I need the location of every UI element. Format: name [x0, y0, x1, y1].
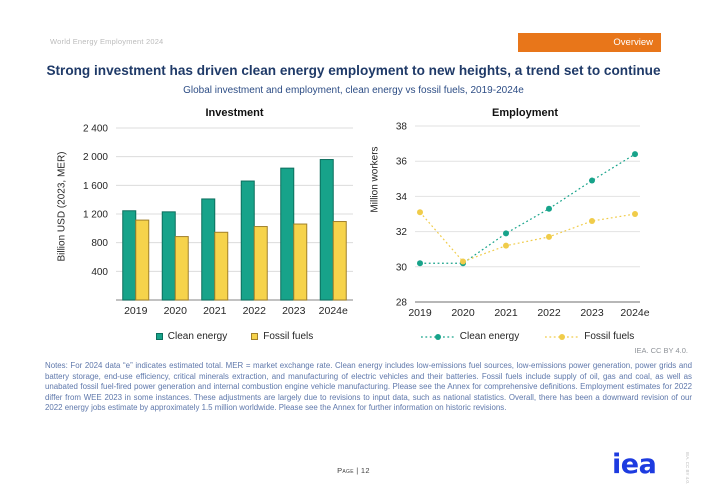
employment-legend — [395, 331, 660, 342]
x-tick-label: 2020 — [163, 305, 187, 317]
bar-clean-energy-2024e — [320, 160, 333, 300]
y-tick-label: 1 600 — [82, 180, 108, 192]
point-clean-energy-2019 — [417, 260, 423, 266]
bar-clean-energy-2022 — [241, 181, 254, 300]
legend-label: Fossil fuels — [263, 331, 314, 342]
x-tick-label: 2022 — [242, 305, 266, 317]
bar-fossil-fuels-2023 — [294, 224, 307, 300]
page-title: Strong investment has driven clean energy employment to new heights, a trend set to continue — [46, 63, 661, 78]
legend-line-marker-fossil-fuels — [545, 333, 579, 341]
investment-legend — [116, 331, 353, 342]
y-tick-label: 32 — [395, 227, 407, 239]
point-clean-energy-2022 — [546, 206, 552, 212]
y-tick-label: 1 200 — [82, 209, 108, 221]
x-tick-label: 2021 — [494, 307, 518, 318]
page-number: Page | 12 — [337, 466, 370, 475]
bar-clean-energy-2019 — [123, 211, 136, 300]
x-tick-label: 2019 — [408, 307, 432, 318]
x-tick-label: 2024e — [620, 307, 650, 318]
x-tick-label: 2022 — [537, 307, 561, 318]
employment-chart-title: Employment — [491, 107, 558, 119]
point-fossil-fuels-2019 — [417, 209, 423, 215]
point-clean-energy-2021 — [503, 230, 509, 236]
legend-label: Fossil fuels — [584, 331, 635, 342]
legend-line-marker-clean-energy — [421, 333, 455, 341]
legend-item-fossil-fuels — [251, 331, 313, 342]
point-clean-energy-2024e — [632, 151, 638, 157]
bar-fossil-fuels-2024e — [333, 222, 346, 300]
x-tick-label: 2023 — [580, 307, 604, 318]
legend-label: Clean energy — [459, 331, 520, 342]
bar-fossil-fuels-2022 — [254, 227, 267, 300]
y-tick-label: 36 — [395, 156, 407, 168]
x-tick-label: 2019 — [124, 305, 148, 317]
y-tick-label: 34 — [395, 191, 407, 203]
overview-banner — [518, 33, 661, 52]
legend-swatch-fossil-fuels — [251, 333, 258, 340]
license-attribution: IEA. CC BY 4.0. — [634, 346, 688, 355]
x-tick-label: 2024e — [318, 305, 348, 317]
point-fossil-fuels-2023 — [589, 218, 595, 224]
employment-y-axis-label: Million workers — [369, 146, 381, 213]
bar-clean-energy-2021 — [202, 199, 215, 300]
y-tick-label: 2 000 — [82, 152, 108, 164]
line-fossil-fuels — [420, 212, 635, 261]
point-fossil-fuels-2024e — [632, 211, 638, 217]
legend-item-fossil-fuels — [545, 331, 634, 342]
y-tick-label: 28 — [395, 297, 407, 309]
x-tick-label: 2020 — [451, 307, 475, 318]
legend-swatch-clean-energy — [156, 333, 163, 340]
point-clean-energy-2023 — [589, 178, 595, 184]
overview-banner-label: Overview — [613, 37, 653, 48]
bar-fossil-fuels-2020 — [175, 237, 188, 300]
legend-item-clean-energy — [156, 331, 227, 342]
bar-clean-energy-2023 — [281, 168, 294, 300]
legend-item-clean-energy — [421, 331, 519, 342]
x-tick-label: 2021 — [203, 305, 227, 317]
point-fossil-fuels-2021 — [503, 243, 509, 249]
line-clean-energy — [420, 154, 635, 263]
vertical-credit-text: IEA. CC BY 4.0. — [685, 452, 690, 485]
y-tick-label: 38 — [395, 121, 407, 133]
investment-y-axis-label: Billion USD (2023, MER) — [56, 151, 68, 262]
bar-fossil-fuels-2019 — [136, 220, 149, 300]
investment-bar-chart — [38, 118, 358, 318]
employment-line-chart — [375, 118, 675, 318]
y-tick-label: 30 — [395, 262, 407, 274]
y-tick-label: 400 — [91, 266, 108, 278]
point-fossil-fuels-2020 — [460, 259, 466, 265]
y-tick-label: 2 400 — [82, 123, 108, 135]
bar-clean-energy-2020 — [162, 212, 175, 300]
report-title: World Energy Employment 2024 — [50, 37, 164, 46]
iea-logo: iea — [612, 449, 657, 480]
point-fossil-fuels-2022 — [546, 234, 552, 240]
x-tick-label: 2023 — [282, 305, 306, 317]
investment-chart-title: Investment — [205, 107, 264, 119]
chart-subtitle: Global investment and employment, clean energy vs fossil fuels, 2019-2024e — [183, 85, 524, 96]
bar-fossil-fuels-2021 — [215, 232, 228, 300]
notes-text: Notes: For 2024 data “e” indicates estimated total. MER = market exchange rate. Clean energy includes low-emissions fuel sources, low-emissions power generation, power grids and battery storage, end-use efficiency, critical minerals extraction, and manufacturing of electric vehicles and their batteries. Fossil fuels include supply of oil, gas and coal, as well as unabated fossil fuel-fired power generation and internal combustion engine vehicle manufacturing. Please see the Annex for comprehensive definitions. Employment estimates for 2022 differ from WEE 2023 in some instances. These adjustments are largely due to revisions to input data, such as national statistics. Overall, there has been a downward revision of our 2022 energy jobs estimate by approximately 1.5 million worldwide. Please see the Annex for further information on historic revisions. — [45, 361, 692, 413]
y-tick-label: 800 — [91, 238, 108, 250]
legend-label: Clean energy — [167, 331, 228, 342]
